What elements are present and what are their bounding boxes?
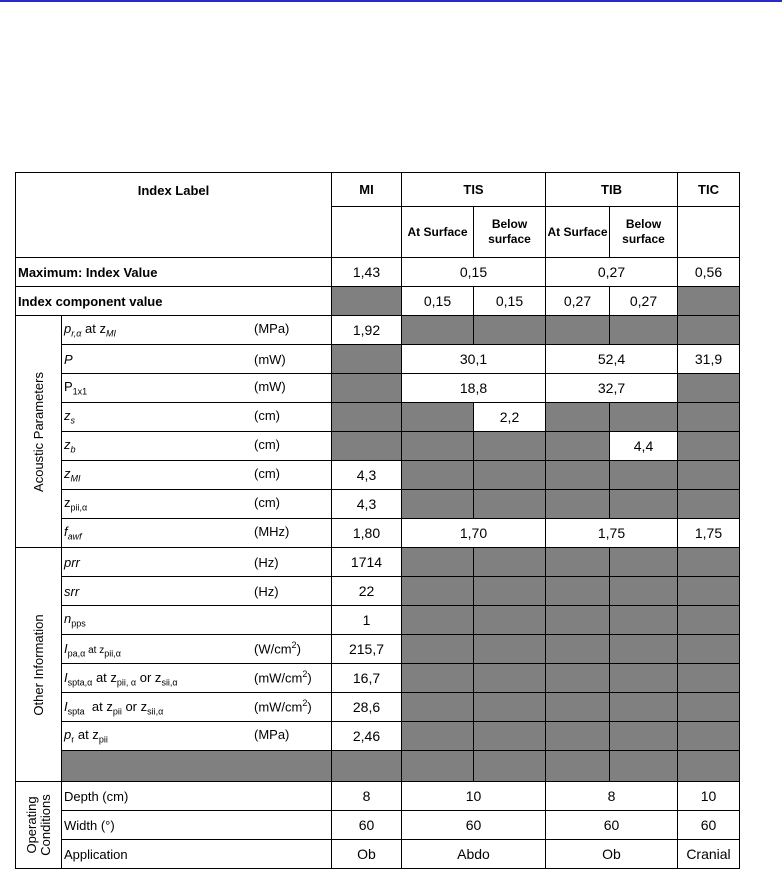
max-tis-value: 0,15 — [402, 258, 546, 287]
srr-na-2 — [474, 577, 546, 606]
ispta-a-na-2 — [474, 664, 546, 693]
zb-label — [62, 432, 332, 461]
P-tic-value: 31,9 — [678, 345, 740, 374]
ipa-unit: (W/cm — [254, 640, 292, 656]
ipa-na-1 — [402, 635, 474, 664]
blank-gray-row — [16, 751, 740, 782]
zpii-sym: z — [64, 495, 71, 511]
P1x1-tis-value: 18,8 — [402, 374, 546, 403]
ispta-a-sub: spta,α — [67, 677, 93, 688]
srr-na-5 — [678, 577, 740, 606]
pr-na-4 — [610, 722, 678, 751]
ipa-unit-end: ) — [296, 640, 301, 656]
fawf-sub: awf — [67, 531, 82, 542]
ipa-at: at z — [85, 644, 105, 656]
pra-unit: (MPa) — [254, 321, 290, 337]
pr-na-5 — [678, 722, 740, 751]
prr-unit: (Hz) — [254, 554, 279, 570]
component-tis-at: 0,15 — [402, 287, 474, 316]
ipa-row — [16, 635, 740, 664]
pra-na-4 — [610, 316, 678, 345]
ispta-a-or: or z — [136, 669, 162, 685]
component-label: Index component value — [16, 287, 332, 316]
zs-na-4 — [610, 403, 678, 432]
zb-na-2 — [402, 432, 474, 461]
npps-label — [62, 606, 332, 635]
pr-na-2 — [474, 722, 546, 751]
ispta-z2: sii,α — [147, 706, 164, 717]
operating-conditions-label: Operating Conditions — [23, 794, 53, 856]
npps-na-5 — [678, 606, 740, 635]
P1x1-mi-na — [332, 374, 402, 403]
P1x1-tib-value: 32,7 — [546, 374, 678, 403]
ipa-na-2 — [474, 635, 546, 664]
npps-value: 1 — [332, 606, 402, 635]
npps-row — [16, 606, 740, 635]
fawf-mi-value: 1,80 — [332, 519, 402, 548]
depth-label: Depth (cm) — [62, 782, 332, 811]
ispta-z1: pii — [112, 706, 122, 717]
zs-na-5 — [678, 403, 740, 432]
ispta-value: 28,6 — [332, 693, 402, 722]
pra-na-2 — [474, 316, 546, 345]
zs-value: 2,2 — [474, 403, 546, 432]
other-information-group — [16, 548, 62, 782]
pr-na-1 — [402, 722, 474, 751]
application-tic: Cranial — [678, 840, 740, 869]
zs-label — [62, 403, 332, 432]
ispta-end: ) — [307, 698, 312, 714]
ispta-a-sym: I — [64, 669, 68, 685]
acoustic-parameters-label: Acoustic Parameters — [30, 371, 46, 492]
ispta-na-5 — [678, 693, 740, 722]
fawf-tib-value: 1,75 — [546, 519, 678, 548]
fawf-tis-value: 1,70 — [402, 519, 546, 548]
zb-na-1 — [332, 432, 402, 461]
width-tib: 60 — [546, 811, 678, 840]
npps-sym: n — [64, 611, 72, 627]
npps-na-4 — [610, 606, 678, 635]
ispta-at: at z — [84, 698, 113, 714]
width-label: Width (°) — [62, 811, 332, 840]
acoustic-parameters-group — [16, 316, 62, 548]
ispta-a-at: at z — [92, 669, 117, 685]
ispta-a-na-5 — [678, 664, 740, 693]
pr-value: 2,46 — [332, 722, 402, 751]
P-row — [16, 345, 740, 374]
tib-below-surface-header — [610, 207, 678, 258]
blank-na-6 — [678, 751, 740, 782]
P-tib-value: 52,4 — [546, 345, 678, 374]
srr-unit: (Hz) — [254, 583, 279, 599]
component-row — [16, 287, 740, 316]
prr-na-3 — [546, 548, 610, 577]
application-tib: Ob — [546, 840, 678, 869]
pr-unit: (MPa) — [254, 727, 290, 743]
max-index-row — [16, 258, 740, 287]
prr-text: prr — [64, 554, 80, 570]
fawf-label — [62, 519, 332, 548]
blank-na-5 — [610, 751, 678, 782]
header-row-1 — [16, 173, 740, 207]
depth-mi: 8 — [332, 782, 402, 811]
tis-below-surface-header — [474, 207, 546, 258]
ispta-a-z1: pii, α — [116, 677, 137, 688]
zs-sym: z — [64, 408, 71, 424]
other-information-label: Other Information — [30, 613, 46, 716]
zb-row — [16, 432, 740, 461]
zmi-na-1 — [402, 461, 474, 490]
depth-row — [16, 782, 740, 811]
ispta-alpha-value: 16,7 — [332, 664, 402, 693]
ispta-sup: 2 — [302, 697, 308, 708]
prr-row — [16, 548, 740, 577]
prr-na-1 — [402, 548, 474, 577]
ispta-alpha-row — [16, 664, 740, 693]
zmi-na-4 — [610, 461, 678, 490]
ipa-unit-sup: 2 — [291, 639, 297, 650]
depth-tib: 8 — [546, 782, 678, 811]
width-tis: 60 — [402, 811, 546, 840]
P1x1-sub: 1x1 — [72, 386, 88, 397]
ispta-row — [16, 693, 740, 722]
ipa-sub: pa,α — [67, 648, 86, 659]
component-tib-below: 0,27 — [610, 287, 678, 316]
index-label-header — [16, 173, 332, 258]
srr-row — [16, 577, 740, 606]
prr-label — [62, 548, 332, 577]
zs-row — [16, 403, 740, 432]
width-mi: 60 — [332, 811, 402, 840]
top-rule — [0, 0, 782, 2]
pra-at: at z — [81, 321, 106, 337]
pra-sym: p — [64, 321, 72, 337]
width-tic: 60 — [678, 811, 740, 840]
ipa-na-5 — [678, 635, 740, 664]
tis-at-surface-text: At Surface — [407, 224, 468, 239]
srr-na-1 — [402, 577, 474, 606]
pra-sub: r,α — [71, 328, 82, 339]
ispta-sub: spta — [67, 706, 85, 717]
pra-mi-value: 1,92 — [332, 316, 402, 345]
zpii-label — [62, 490, 332, 519]
acoustic-output-table-wrapper — [15, 172, 740, 869]
ispta-or: or z — [121, 698, 148, 714]
zmi-sub: MI — [70, 473, 81, 484]
P-label — [62, 345, 332, 374]
zmi-na-2 — [474, 461, 546, 490]
ispta-a-sup: 2 — [302, 668, 308, 679]
zpii-unit: (cm) — [254, 495, 280, 511]
pra-na-3 — [546, 316, 610, 345]
zpii-na-2 — [474, 490, 546, 519]
blank-na-1 — [332, 751, 402, 782]
fawf-row — [16, 519, 740, 548]
zpii-na-3 — [546, 490, 610, 519]
blank-na-2 — [402, 751, 474, 782]
ipa-z-sub: pii,α — [104, 648, 121, 659]
fawf-unit: (MHz) — [254, 524, 290, 540]
application-mi: Ob — [332, 840, 402, 869]
depth-tis: 10 — [402, 782, 546, 811]
ispta-na-1 — [402, 693, 474, 722]
zs-unit: (cm) — [254, 408, 280, 424]
acoustic-output-table — [15, 172, 740, 869]
pra-z-sub: MI — [105, 328, 116, 339]
zmi-unit: (cm) — [254, 466, 280, 482]
npps-na-1 — [402, 606, 474, 635]
blank-na-0 — [62, 751, 332, 782]
zb-unit: (cm) — [254, 437, 280, 453]
pra-label — [62, 316, 332, 345]
tic-header: TIC — [678, 173, 740, 207]
component-tic-na — [678, 287, 740, 316]
zb-sub: b — [70, 444, 76, 455]
pr-na-3 — [546, 722, 610, 751]
prr-na-2 — [474, 548, 546, 577]
P-mi-na — [332, 345, 402, 374]
zb-na-5 — [678, 432, 740, 461]
zb-na-4 — [546, 432, 610, 461]
P1x1-row — [16, 374, 740, 403]
ispta-sym: I — [64, 698, 68, 714]
P1x1-sym: P — [64, 379, 73, 395]
npps-na-2 — [474, 606, 546, 635]
zmi-value: 4,3 — [332, 461, 402, 490]
pr-z: pii — [98, 734, 108, 745]
zpii-sub: pii,α — [70, 502, 88, 513]
depth-tic: 10 — [678, 782, 740, 811]
max-tib-value: 0,27 — [546, 258, 678, 287]
ispta-unit: (mW/cm — [254, 698, 303, 714]
zmi-label — [62, 461, 332, 490]
mi-header: MI — [332, 173, 402, 207]
blank-na-3 — [474, 751, 546, 782]
zpii-na-5 — [678, 490, 740, 519]
P-tis-value: 30,1 — [402, 345, 546, 374]
blank-na-4 — [546, 751, 610, 782]
tis-at-surface-header — [402, 207, 474, 258]
pra-na-1 — [402, 316, 474, 345]
tib-at-surface-header — [546, 207, 610, 258]
tib-at-surface-text: At Surface — [547, 224, 608, 239]
P1x1-tic-na — [678, 374, 740, 403]
mi-subheader-empty — [332, 207, 402, 258]
srr-na-3 — [546, 577, 610, 606]
ispta-a-z2: sii,α — [161, 677, 178, 688]
max-mi-value: 1,43 — [332, 258, 402, 287]
srr-label — [62, 577, 332, 606]
operating-conditions-group — [16, 782, 62, 869]
ipa-na-3 — [546, 635, 610, 664]
ipa-value: 215,7 — [332, 635, 402, 664]
fawf-tic-value: 1,75 — [678, 519, 740, 548]
zpii-value: 4,3 — [332, 490, 402, 519]
prr-value: 1714 — [332, 548, 402, 577]
zs-sub: s — [70, 415, 75, 426]
P1x1-unit: (mW) — [254, 379, 286, 395]
ispta-label — [62, 693, 332, 722]
npps-na-3 — [546, 606, 610, 635]
srr-na-4 — [610, 577, 678, 606]
ispta-a-end: ) — [307, 669, 312, 685]
pra-na-5 — [678, 316, 740, 345]
prr-na-5 — [678, 548, 740, 577]
npps-sub: pps — [71, 618, 86, 629]
zs-na-2 — [402, 403, 474, 432]
tis-header: TIS — [402, 173, 546, 207]
pr-label — [62, 722, 332, 751]
P-sym: P — [64, 351, 73, 367]
pr-at: at z — [74, 727, 99, 743]
zpii-row — [16, 490, 740, 519]
zmi-sym: z — [64, 466, 71, 482]
zs-na-3 — [546, 403, 610, 432]
zmi-na-3 — [546, 461, 610, 490]
application-row — [16, 840, 740, 869]
zmi-row — [16, 461, 740, 490]
component-mi-na — [332, 287, 402, 316]
component-tis-below: 0,15 — [474, 287, 546, 316]
ispta-na-4 — [610, 693, 678, 722]
srr-text: srr — [64, 583, 80, 599]
max-tic-value: 0,56 — [678, 258, 740, 287]
zmi-na-5 — [678, 461, 740, 490]
zs-na-1 — [332, 403, 402, 432]
tic-subheader-empty — [678, 207, 740, 258]
zpii-na-1 — [402, 490, 474, 519]
tis-below-surface-text: Below surface — [488, 217, 531, 247]
zpii-na-4 — [610, 490, 678, 519]
ispta-a-na-4 — [610, 664, 678, 693]
fawf-sym: f — [64, 524, 68, 540]
application-label: Application — [62, 840, 332, 869]
ipa-sym: I — [64, 640, 68, 656]
ipa-na-4 — [610, 635, 678, 664]
ispta-na-3 — [546, 693, 610, 722]
P-unit: (mW) — [254, 351, 286, 367]
pr-sym: p — [64, 727, 72, 743]
tib-below-surface-text: Below surface — [622, 217, 665, 247]
ipa-label — [62, 635, 332, 664]
ispta-a-na-3 — [546, 664, 610, 693]
pr-row — [16, 722, 740, 751]
zb-sym: z — [64, 437, 71, 453]
prr-na-4 — [610, 548, 678, 577]
srr-value: 22 — [332, 577, 402, 606]
pra-row — [16, 316, 740, 345]
tib-header: TIB — [546, 173, 678, 207]
index-label-text: Index Label — [137, 183, 210, 198]
P1x1-label — [62, 374, 332, 403]
application-tis: Abdo — [402, 840, 546, 869]
component-tib-at: 0,27 — [546, 287, 610, 316]
ispta-a-unit: (mW/cm — [254, 669, 303, 685]
zb-value: 4,4 — [610, 432, 678, 461]
width-row — [16, 811, 740, 840]
ispta-alpha-label — [62, 664, 332, 693]
max-index-label: Maximum: Index Value — [16, 258, 332, 287]
ispta-a-na-1 — [402, 664, 474, 693]
pr-sub: r — [71, 734, 75, 745]
zb-na-3 — [474, 432, 546, 461]
ispta-na-2 — [474, 693, 546, 722]
